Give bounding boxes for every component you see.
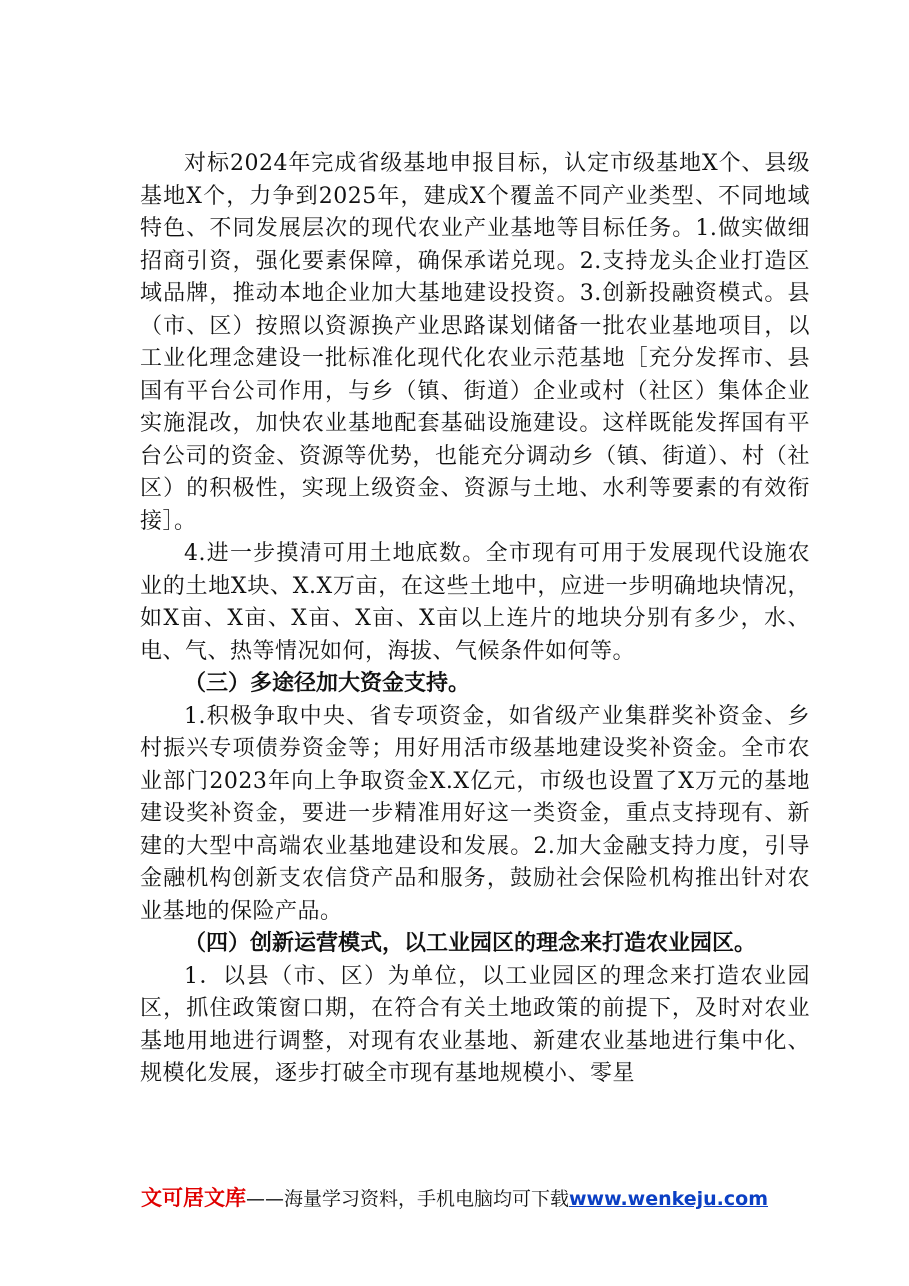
footer-banner: [0, 1182, 909, 1212]
document-body: [140, 148, 810, 1091]
footer-slogan: ——海量学习资料，手机电脑均可下载: [245, 1188, 569, 1210]
footer-url-link[interactable]: www.wenkeju.com: [569, 1188, 769, 1210]
paragraph-2: 4.进一步摸清可用土地底数。全市现有可用于发展现代设施农业的土地X块、X.X万亩，在这些土地中，应进一步明确地块情况，如X亩、X亩、X亩、X亩、X亩以上连片的地块分别有多少，水、电、气、热等情况如何，海拔、气候条件如何等。: [140, 541, 810, 664]
section-heading-3: （三）多途径加大资金支持。: [184, 671, 471, 696]
section-heading-4: （四）创新运营模式，以工业园区的理念来打造农业园区。: [184, 931, 757, 956]
paragraph-3: 1.积极争取中央、省专项资金，如省级产业集群奖补资金、乡村振兴专项债券资金等；用好用活市级基地建设奖补资金。全市农业部门2023年向上争取资金X.X亿元，市级也设置了X万元的基地建设奖补资金，要进一步精准用好这一类资金，重点支持现有、新建的大型中高端农业基地建设和发展。2.加大金融支持力度，引导金融机构创新支农信贷产品和服务，鼓励社会保险机构推出针对农业基地的保险产品。: [140, 703, 810, 924]
footer-brand: 文可居文库: [140, 1186, 246, 1210]
paragraph-1: 对标2024年完成省级基地申报目标，认定市级基地X个、县级基地X个，力争到2025年，建成X个覆盖不同产业类型、不同地域特色、不同发展层次的现代农业产业基地等目标任务。1.做实做细招商引资，强化要素保障，确保承诺兑现。2.支持龙头企业打造区域品牌，推动本地企业加大基地建设投资。3.创新投融资模式。县（市、区）按照以资源换产业思路谋划储备一批农业基地项目，以工业化理念建设一批标准化现代化农业示范基地［充分发挥市、县国有平台公司作用，与乡（镇、街道）企业或村（社区）集体企业实施混改，加快农业基地配套基础设施建设。这样既能发挥国有平台公司的资金、资源等优势，也能充分调动乡（镇、街道）、村（社区）的积极性，实现上级资金、资源与土地、水利等要素的有效衔接］。: [140, 151, 810, 534]
paragraph-4: 1．以县（市、区）为单位，以工业园区的理念来打造农业园区，抓住政策窗口期，在符合有关土地政策的前提下，及时对农业基地用地进行调整，对现有农业基地、新建农业基地进行集中化、规模化发展，逐步打破全市现有基地规模小、零星: [140, 963, 810, 1086]
